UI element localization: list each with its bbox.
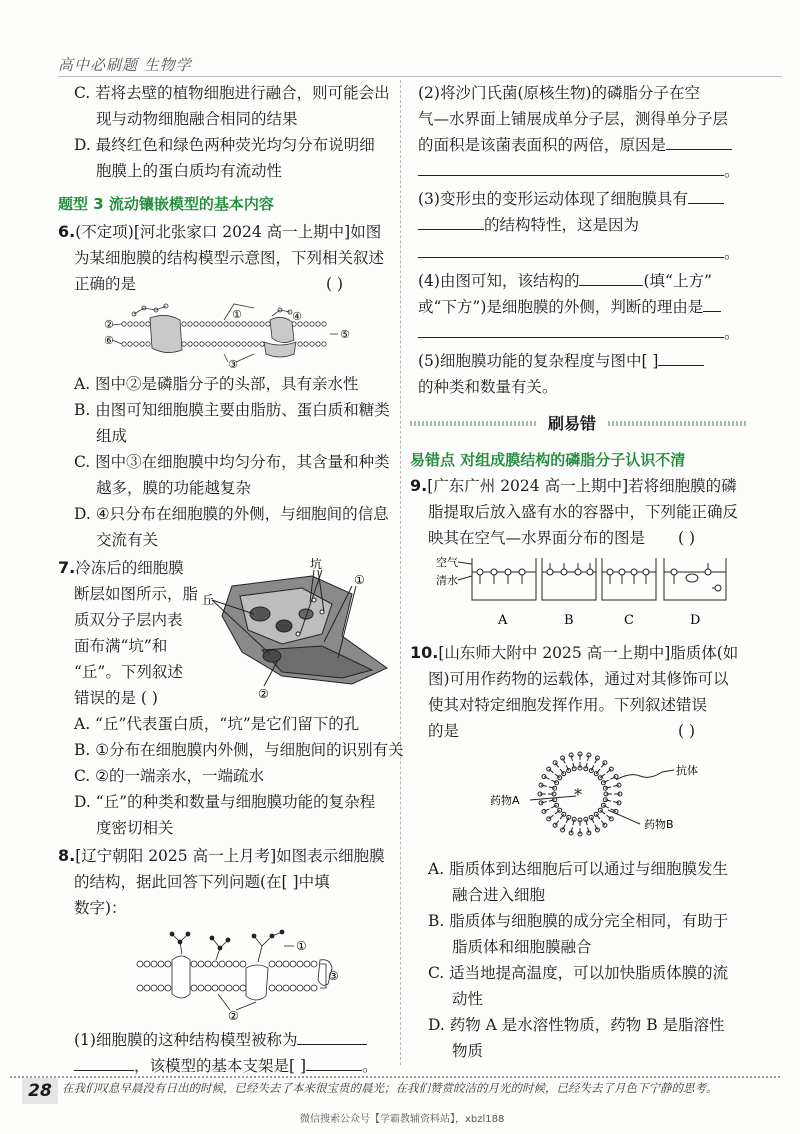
q10-option-b-1: B. 脂质体与细胞膜的成分完全相同，有助于 [428, 912, 729, 930]
q6-stem-3: 正确的是 [74, 275, 137, 293]
q7-stem-6: 错误的是 ( ) [74, 689, 158, 707]
antibody-stem [616, 770, 674, 780]
q8-s4-period: 。 [724, 324, 740, 342]
q9-line1 [410, 473, 737, 499]
q8-s3-blank-2[interactable] [418, 213, 484, 230]
q7-label-keng: 坑 [310, 557, 323, 571]
q8-s3-line1 [418, 186, 724, 212]
q8-s4-text-1: (4)由图可知，该结构的 [418, 272, 580, 290]
q6-number: 6. [58, 222, 76, 241]
q9-label-water: 清水 [436, 574, 458, 587]
q8-stem-1: [辽宁朝阳 2025 高一上月考]如图表示细胞膜 [75, 847, 385, 865]
q5-option-d-line2: 胞膜上的蛋白质均有流动性 [96, 162, 283, 180]
footer-quote: 在我们叹息早晨没有日出的时候，已经失去了本来很宝贵的晨光；在我们赞赏皎洁的月光的时候，已经失去了月色下宁静的思考。 [62, 1081, 718, 1095]
q7-label-qiu: 丘 [202, 593, 215, 607]
q6-stem-1: (不定项)[河北张家口 2024 高一上期中]如图 [75, 223, 382, 241]
liposome-lipid-head [542, 775, 546, 779]
q7-option-d-2: 度密切相关 [96, 819, 174, 837]
q10-option-c-1: C. 适当地提高温度，可以加快脂质体膜的流 [428, 964, 729, 982]
q8-s5-blank-1[interactable] [658, 349, 704, 366]
q8-s2-blank-1[interactable] [666, 133, 732, 150]
q6-label-5: ⑤ [340, 328, 350, 341]
q8-s4-line2 [418, 294, 721, 320]
page-number: 28 [22, 1078, 58, 1104]
q5-option-c-line2: 现与动物细胞融合相同的结果 [96, 110, 298, 128]
q7-label-1: ① [354, 573, 365, 587]
q6-label-3: ③ [228, 358, 238, 368]
liposome-lipid-head [542, 809, 546, 813]
q8-line1 [58, 843, 385, 869]
q6-option-c-1: C. 图中③在细胞膜中均匀分布，其含量和种类 [74, 453, 390, 471]
q8-s4-text-3: 或“下方”)是细胞膜的外侧，判断的理由是 [418, 298, 704, 316]
q9-number: 9. [410, 476, 428, 495]
q10-option-a-2: 融合进入细胞 [452, 886, 546, 904]
page-header-title: 高中必刷题 生物学 [58, 56, 192, 74]
q9-label-air: 空气 [436, 556, 458, 569]
q8-s2-line4 [418, 158, 740, 184]
q8-s5-line2: 的种类和数量有关。 [418, 378, 558, 396]
q10-stem-3: 使其对特定细胞发挥作用。下列叙述错误 [428, 696, 708, 714]
q7-option-a: A. “丘”代表蛋白质，“坑”是它们留下的孔 [74, 715, 360, 733]
section-bar-left [410, 421, 538, 426]
mistake-point-heading: 易错点 对组成膜结构的磷脂分子认识不清 [410, 451, 686, 469]
q7-stem-3: 质双分子层内表 [74, 611, 183, 629]
q8-s3-text-2: 的结构特性，这是因为 [484, 216, 640, 234]
q8-s2-blank-2[interactable] [418, 159, 724, 176]
q10-option-a-1: A. 脂质体到达细胞后可以通过与细胞膜发生 [428, 860, 729, 878]
q10-stem-4: 的是 [428, 722, 460, 740]
q8-s4-line1 [418, 268, 712, 294]
q10-option-c-2: 动性 [452, 990, 484, 1008]
liposome-lipid-head [595, 828, 599, 832]
header-rule [58, 76, 782, 77]
q6-option-a: A. 图中②是磷脂分子的头部，具有亲水性 [74, 375, 359, 393]
q8-sub1-blank-2[interactable] [74, 1054, 134, 1071]
q6-membrane-diagram [104, 296, 354, 368]
liposome-lipid-head [595, 756, 599, 760]
q8-s2-period: 。 [724, 162, 740, 180]
q6-label-1: ① [232, 308, 242, 321]
liposome-lipid-head [561, 828, 565, 832]
q9-stem-2: 脂提取后放入盛有水的容器中，下列能正确反 [428, 503, 739, 521]
q8-s3-blank-1[interactable] [688, 187, 724, 204]
q6-label-2: ② [104, 318, 114, 331]
q10-liposome-figure [490, 744, 720, 844]
q5-option-c-line1: C. 若将去壁的植物细胞进行融合，则可能会出 [74, 84, 390, 102]
liposome-lipid-head [561, 756, 565, 760]
q7-label-2: ② [258, 687, 269, 701]
q8-s3-period: 。 [724, 244, 740, 262]
q8-sub1-text-a: (1)细胞膜的这种结构模型被称为 [74, 1031, 298, 1049]
q10-stem-1: [山东师大附中 2025 高一上期中]脂质体(如 [438, 644, 739, 662]
q8-s2-line1: (2)将沙门氏菌(原核生物)的磷脂分子在空 [418, 84, 701, 102]
q6-option-d-1: D. ④只分布在细胞膜的外侧，与细胞间的信息 [74, 505, 389, 523]
q10-option-d-2: 物质 [452, 1042, 484, 1060]
q8-s3-line2 [418, 212, 639, 238]
q6-answer-bracket: ( ) [326, 275, 344, 293]
q9-choice-c: C [624, 613, 634, 628]
q7-stem-5: “丘”。下列叙述 [74, 663, 183, 681]
liposome-lipid-head [614, 775, 618, 779]
q8-stem-2: 的结构，据此回答下列问题(在[ ]中填 [74, 873, 330, 891]
q8-label-2: ② [228, 1009, 239, 1020]
q8-s4-blank-3[interactable] [418, 321, 724, 338]
q9-choice-d: D [690, 613, 701, 628]
q8-membrane-diagram [132, 924, 342, 1020]
q8-s2-text-3: 的面积是该菌表面积的两倍，原因是 [418, 136, 667, 154]
q6-stem-2: 为某细胞膜的结构模型示意图，下列相关叙述 [74, 249, 385, 267]
q6-option-b-1: B. 由图可知细胞膜主要由脂肪、蛋白质和糖类 [74, 401, 390, 419]
q8-label-1: ① [296, 939, 307, 953]
q10-number: 10. [410, 643, 439, 662]
q8-s4-blank-2[interactable] [703, 295, 721, 312]
q10-label-antibody: 抗体 [676, 764, 698, 777]
q10-label-drug-b: 药物B [644, 818, 674, 831]
q8-s4-line3 [418, 320, 740, 346]
q8-s5-text-1: (5)细胞膜功能的复杂程度与图中[ ] [418, 352, 659, 370]
footer-dotted-rule [10, 1076, 780, 1078]
q8-s3-text-1: (3)变形虫的变形运动体现了细胞膜具有 [418, 190, 688, 208]
q8-label-3: ③ [328, 969, 339, 983]
q10-line1 [410, 640, 738, 666]
q8-s3-blank-3[interactable] [418, 241, 724, 258]
q7-freeze-fracture-figure [202, 556, 392, 702]
q5-option-d-line1: D. 最终红色和绿色两种荧光均匀分布说明细 [74, 136, 375, 154]
q8-sub1-blank-1[interactable] [297, 1028, 367, 1045]
section-3-heading: 题型 3 流动镶嵌模型的基本内容 [58, 195, 274, 213]
q8-s4-blank-1[interactable] [579, 269, 643, 286]
q6-option-d-2: 交流有关 [96, 531, 159, 549]
q6-option-c-2: 越多，膜的功能越复杂 [96, 479, 252, 497]
footer-watermark: 微信搜索公众号【学霸教辅资料站】，xbzl188 [300, 1114, 505, 1125]
q6-label-6: ⑥ [104, 334, 114, 347]
q10-option-b-2: 脂质体和细胞膜融合 [452, 938, 592, 956]
q8-s2-line3 [418, 132, 732, 158]
q9-choice-a: A [498, 613, 508, 628]
q8-stem-3: 数字)： [74, 899, 127, 917]
q8-s4-text-2: (填“上方” [643, 272, 712, 290]
q10-label-drug-a: 药物A [490, 794, 520, 807]
q6-label-4: ④ [292, 310, 302, 323]
q9-answer-bracket: ( ) [678, 529, 696, 547]
q7-stem-1: 冷冻后的细胞膜 [75, 559, 184, 577]
q7-line1 [58, 555, 184, 581]
q9-choice-b: B [564, 613, 574, 628]
q8-sub1-text-b: ，该模型的基本支架是[ ] [134, 1057, 307, 1075]
q10-stem-2: 图)可用作药物的运载体，通过对其修饰可以 [428, 670, 729, 688]
q8-s5-line1 [418, 348, 704, 374]
section-mistake-title: 刷易错 [548, 414, 597, 433]
drug-a-star: * [574, 785, 582, 804]
section-bar-right [608, 421, 748, 426]
q10-option-d-1: D. 药物 A 是水溶性物质，药物 B 是脂溶性 [428, 1016, 725, 1034]
q8-number: 8. [58, 846, 76, 865]
q7-option-b: B. ①分布在细胞膜内外侧，与细胞间的识别有关 [74, 741, 404, 759]
q9-beaker-options [436, 552, 736, 630]
q7-stem-4: 面布满“坑”和 [74, 637, 168, 655]
q7-stem-2: 断层如图所示，脂 [74, 585, 199, 603]
q8-s2-line2: 气—水界面上铺展成单分子层，测得单分子层 [418, 110, 729, 128]
q9-stem-1: [广东广州 2024 高一上期中]若将细胞膜的磷 [427, 477, 737, 495]
q8-sub1-blank-3[interactable] [306, 1054, 362, 1071]
q7-option-c: C. ②的一端亲水，一端疏水 [74, 767, 265, 785]
q7-option-d-1: D. “丘”的种类和数量与细胞膜功能的复杂程 [74, 793, 376, 811]
q8-s3-line3 [418, 240, 740, 266]
q8-sub1-line1 [74, 1027, 367, 1053]
q6-option-b-2: 组成 [96, 427, 128, 445]
q10-answer-bracket: ( ) [678, 722, 696, 740]
q9-stem-3: 映其在空气—水界面分布的图是 [428, 529, 646, 547]
column-divider [400, 80, 401, 1065]
q7-number: 7. [58, 558, 76, 577]
q8-sub1-period: 。 [362, 1057, 378, 1075]
q6-line1 [58, 219, 381, 245]
